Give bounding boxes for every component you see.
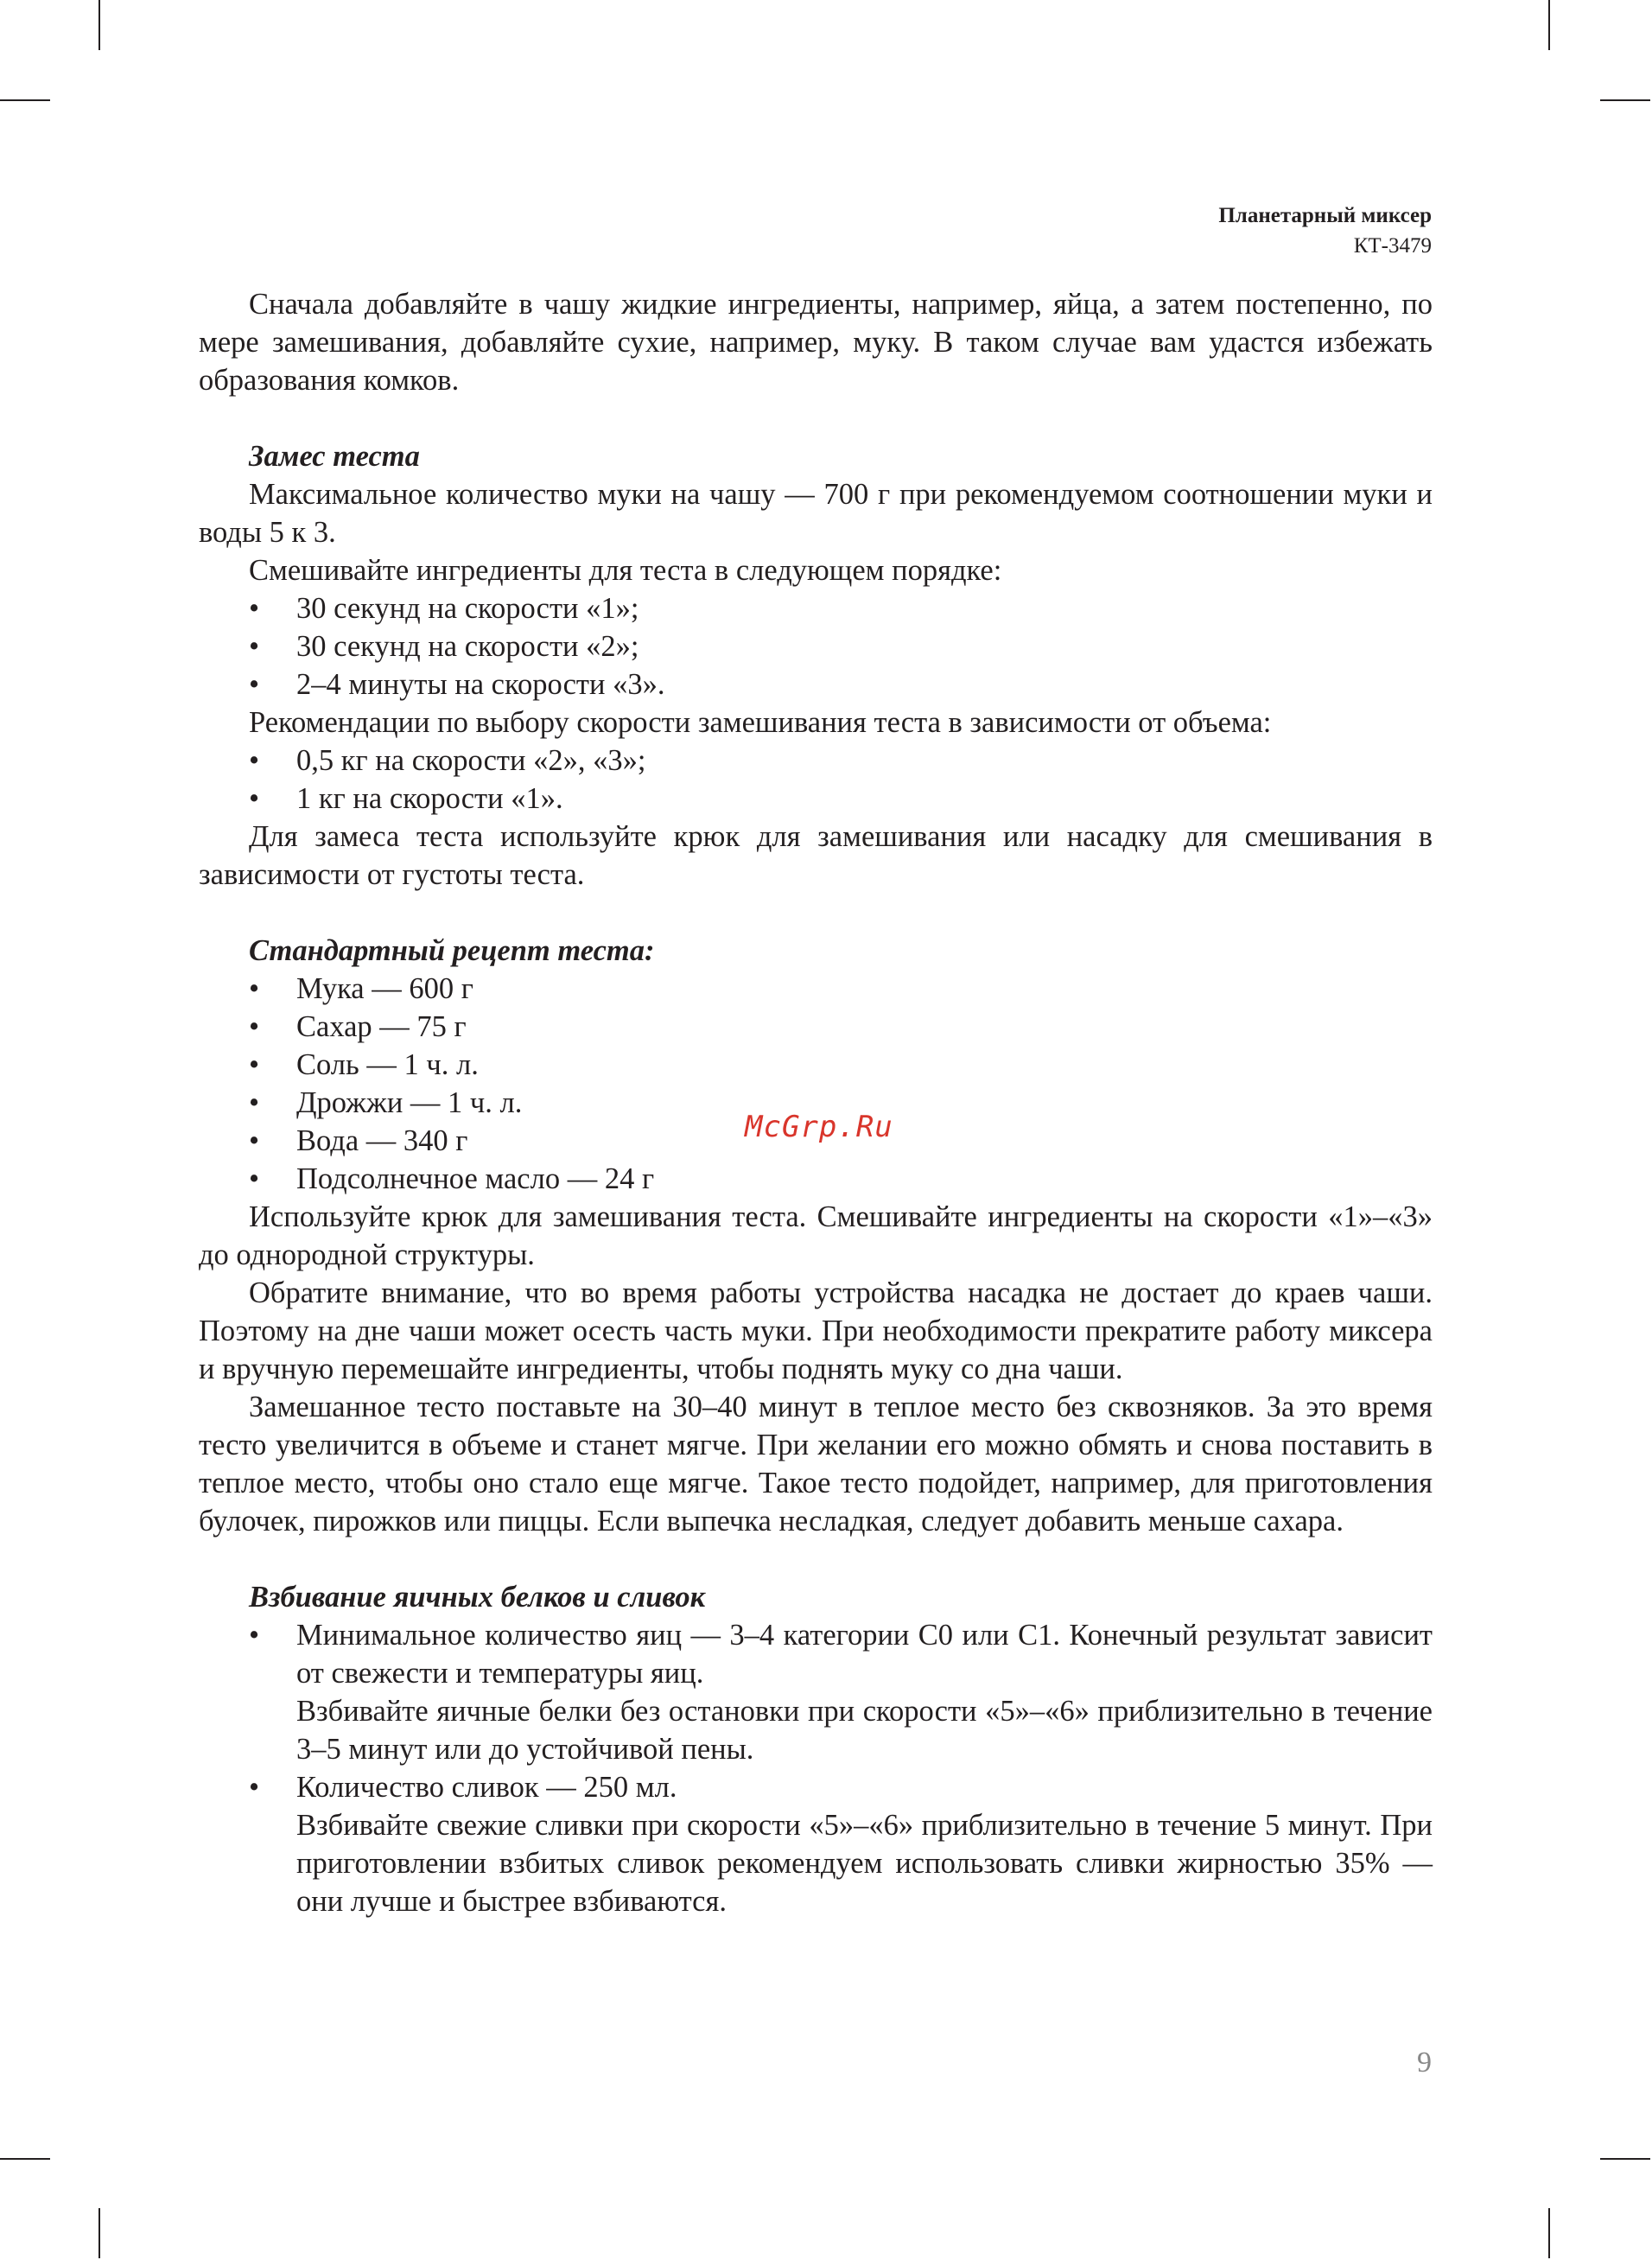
list-item [199,1768,1433,1920]
crop-mark [1600,99,1650,101]
volume-speed-list [199,742,1433,818]
list-item: • Соль — 1 ч. л. [199,1046,1433,1084]
section-heading-whipping: Взбивание яичных белков и сливок [249,1581,706,1614]
crop-mark [98,0,100,50]
list-item: • 2–4 минуты на скорости «3». [199,665,1433,703]
list-item: • Сахар — 75 г [199,1008,1433,1046]
page-body [199,285,1433,1920]
list-item: • 0,5 кг на скорости «2», «3»; [199,742,1433,780]
crop-mark [1548,0,1550,50]
list-item-text: • Количество сливок — 250 мл. [296,1771,677,1804]
section-heading-kneading: Замес теста [249,440,420,473]
speed-order-list [199,589,1433,703]
section-heading-recipe: Стандартный рецепт теста: [249,934,655,967]
paragraph: Замешанное тесто поставьте на 30–40 минут в теплое место без сквозняков. За это время тесто увеличится в объеме и станет мягче. При желании его можно обмять и снова поставить в теплое место, чтобы оно стало еще мягче. Такое тесто подойдет, например, для приготовления булочек, пирожков или пиццы. Если выпечка несладкая, следует добавить меньше сахара. [199,1391,1433,1537]
watermark: McGrp.Ru [745,1110,893,1144]
list-item [199,1616,1433,1768]
paragraph: Обратите внимание, что во время работы устройства насадка не достает до краев чаши. Поэтому на дне чаши может осесть часть муки. При необходимости прекратите работу миксера и вручную перемешайте ингредиенты, чтобы поднять муку со дна чаши. [199,1276,1433,1385]
list-item-text: Взбивайте яичные белки без остановки при скорости «5»–«6» приблизительно в течение 3–5 минут или до устойчивой пены. [296,1695,1433,1766]
intro-paragraph: Сначала добавляйте в чашу жидкие ингредиенты, например, яйца, а затем постепенно, по мере замешивания, добавляйте сухие, например, муку. В таком случае вам удастся избежать образования комков. [199,288,1433,397]
crop-mark [1600,2158,1650,2160]
crop-mark [0,99,50,101]
header-model: КТ-3479 [1353,234,1432,258]
recipe-ingredients-list [199,970,1433,1198]
paragraph: Максимальное количество муки на чашу — 700 г при рекомендуемом соотношении муки и воды 5 к 3. [199,478,1433,549]
list-item: • Мука — 600 г [199,970,1433,1008]
list-item: • 30 секунд на скорости «2»; [199,627,1433,665]
list-item-text: Взбивайте свежие сливки при скорости «5»–«6» приблизительно в течение 5 минут. При приготовлении взбитых сливок рекомендуем использовать сливки жирностью 35% — они лучше и быстрее взбиваются. [296,1809,1433,1918]
paragraph: Рекомендации по выбору скорости замешивания теста в зависимости от объема: [249,706,1272,739]
running-header [1218,201,1432,261]
paragraph: Смешивайте ингредиенты для теста в следующем порядке: [249,554,1002,587]
crop-mark [98,2208,100,2258]
list-item: • Вода — 340 г [199,1122,1433,1160]
list-item: • Дрожжи — 1 ч. л. [199,1084,1433,1122]
header-title: Планетарный миксер [1218,204,1432,227]
list-item-text: • Минимальное количество яиц — 3–4 категории С0 или С1. Конечный результат зависит от свежести и температуры яиц. [296,1619,1433,1690]
whipping-list [199,1616,1433,1920]
crop-mark [0,2158,50,2160]
paragraph: Для замеса теста используйте крюк для замешивания или насадку для смешивания в зависимости от густоты теста. [199,820,1433,891]
page-number: 9 [1417,2047,1432,2079]
list-item: • 30 секунд на скорости «1»; [199,589,1433,627]
crop-mark [1548,2208,1550,2258]
paragraph: Используйте крюк для замешивания теста. Смешивайте ингредиенты на скорости «1»–«3» до однородной структуры. [199,1200,1433,1271]
list-item: • 1 кг на скорости «1». [199,780,1433,818]
list-item: • Подсолнечное масло — 24 г [199,1160,1433,1198]
